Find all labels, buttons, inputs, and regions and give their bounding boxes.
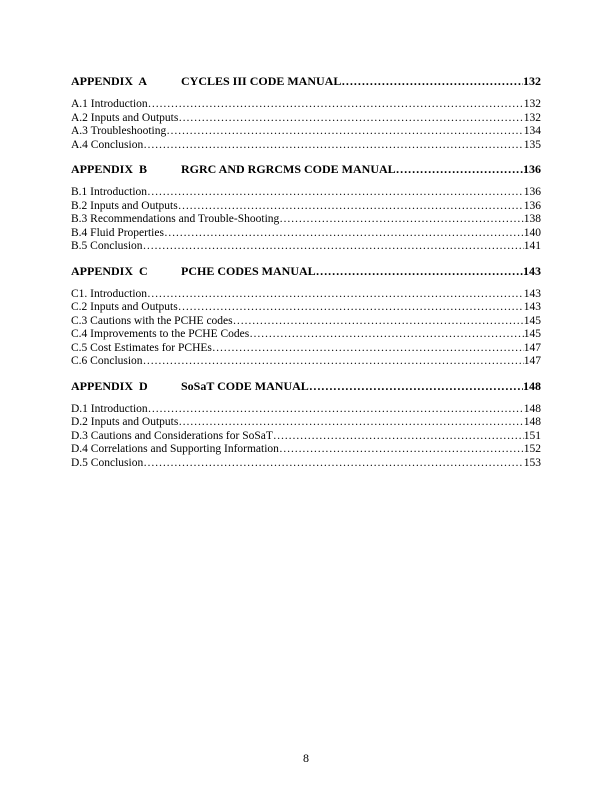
entry-title: C.2 Inputs and Outputs [71,301,178,313]
entry-title: A.4 Conclusion [71,138,144,151]
toc-entry [71,315,541,329]
dot-leader [143,240,524,254]
section-page: 143 [523,263,541,278]
toc-section [71,264,541,369]
dot-leader [147,288,524,302]
section-title: PCHE CODES MANUAL [181,263,316,278]
toc-entry [71,301,541,315]
entry-page: 147 [523,355,541,367]
toc-entry [71,98,541,112]
entry-title: D.2 Inputs and Outputs [71,416,179,428]
toc-entry [71,355,541,369]
toc-entry [71,240,541,254]
dot-leader [316,264,523,278]
section-title: CYCLES III CODE MANUAL [181,74,342,88]
dot-leader [309,379,523,393]
section-entries [71,186,541,254]
page-number-footer: 8 [303,751,309,765]
entry-title: A.3 Troubleshooting [71,125,167,137]
dot-leader [178,416,523,430]
section-label: APPENDIX C [71,263,148,278]
dot-leader [164,227,524,241]
section-title: RGRC AND RGRCMS CODE MANUAL [181,162,396,176]
toc-entry [71,139,541,153]
entry-page: 147 [523,341,541,354]
entry-title: B.5 Conclusion [71,240,143,252]
dot-leader [147,186,524,200]
entry-page: 153 [523,456,541,469]
dot-leader [273,430,524,444]
entry-page: 143 [523,287,541,300]
section-heading [71,264,541,278]
entry-title: D.4 Correlations and Supporting Information [71,443,279,455]
section-label: APPENDIX D [71,378,148,393]
dot-leader [143,139,524,153]
toc-entry [71,457,541,471]
section-label: APPENDIX A [71,74,148,88]
toc-entry [71,328,541,342]
entry-page: 136 [523,199,541,212]
toc-entry [71,112,541,126]
entry-title: B.3 Recommendations and Trouble-Shooting [71,213,280,225]
entry-title: C.3 Cautions with the PCHE codes [71,314,233,327]
entry-title: B.4 Fluid Properties [71,226,164,239]
toc-entry [71,125,541,139]
section-heading [71,162,541,176]
toc-entry [71,416,541,430]
entry-page: 141 [523,240,541,252]
toc-section [71,74,541,152]
dot-leader [166,125,524,139]
entry-page: 145 [523,328,541,340]
dot-leader [143,355,524,369]
dot-leader [143,457,524,471]
dot-leader [178,200,524,214]
entry-page: 132 [523,98,541,110]
section-entries [71,403,541,471]
dot-leader [279,443,524,457]
toc-entry [71,186,541,200]
entry-page: 143 [523,301,541,313]
entry-title: C.4 Improvements to the PCHE Codes [71,328,250,340]
entry-page: 135 [523,138,541,151]
toc-entry [71,227,541,241]
dot-leader [178,301,524,315]
section-entries [71,98,541,152]
entry-title: D.1 Introduction [71,402,148,415]
entry-page: 151 [523,429,541,442]
dot-leader [279,213,523,227]
section-page: 136 [523,162,541,176]
dot-leader [396,162,523,176]
entry-title: B.2 Inputs and Outputs [71,199,178,212]
toc-section [71,162,541,254]
dot-leader [341,74,523,88]
entry-title: D.5 Conclusion [71,456,144,469]
dot-leader [148,403,524,417]
entry-page: 138 [523,213,541,225]
toc-entry [71,200,541,214]
entry-page: 148 [523,402,541,415]
toc-entry [71,288,541,302]
entry-page: 148 [523,416,541,428]
toc-entry [71,430,541,444]
dot-leader [178,112,523,126]
section-label: APPENDIX B [71,162,148,176]
toc-section [71,379,541,471]
entry-page: 152 [523,443,541,455]
entry-title: B.1 Introduction [71,186,148,198]
entry-page: 145 [523,314,541,327]
entry-page: 134 [523,125,541,137]
entry-title: C.5 Cost Estimates for PCHEs [71,341,212,354]
entry-title: C1. Introduction [71,287,148,300]
entry-page: 140 [523,226,541,239]
entry-title: A.2 Inputs and Outputs [71,111,179,124]
dot-leader [249,328,524,342]
dot-leader [233,315,524,329]
section-page: 132 [523,74,541,88]
toc-entry [71,342,541,356]
section-title: SoSaT CODE MANUAL [181,378,309,393]
entry-title: D.3 Cautions and Considerations for SoSaT [71,429,273,442]
entry-title: C.6 Conclusion [71,355,143,367]
toc-entry [71,403,541,417]
toc-entry [71,213,541,227]
section-heading [71,379,541,393]
dot-leader [148,98,524,112]
dot-leader [212,342,524,356]
section-page: 148 [523,378,541,393]
toc-entry [71,443,541,457]
section-heading [71,74,541,88]
entry-title: A.1 Introduction [71,98,148,110]
entry-page: 132 [523,111,541,124]
entry-page: 136 [523,186,541,198]
toc [71,74,541,480]
section-entries [71,288,541,369]
